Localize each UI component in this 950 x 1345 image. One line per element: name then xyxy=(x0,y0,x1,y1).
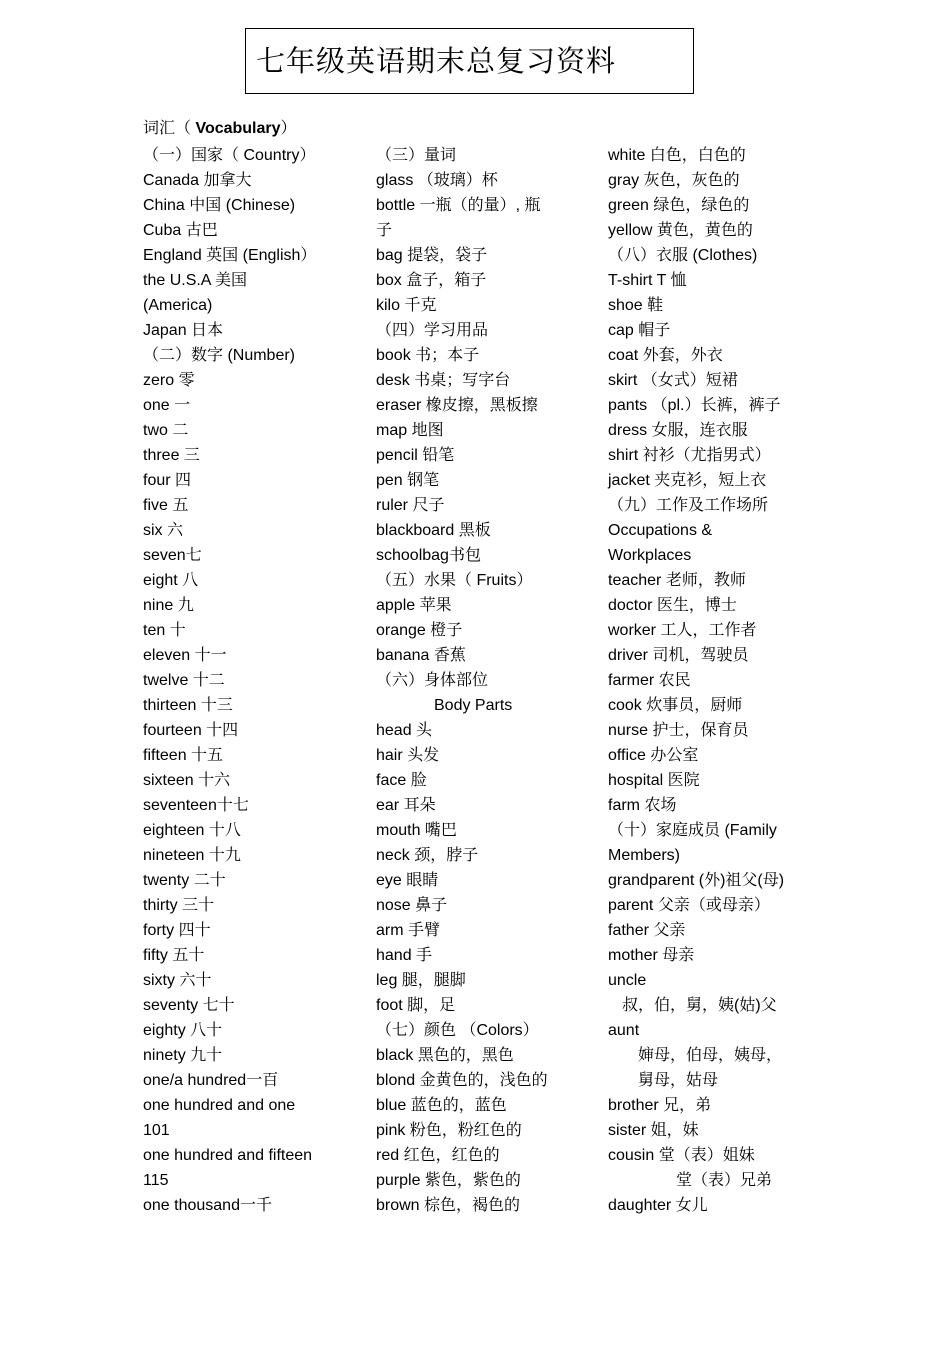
vocab-line: fifteen 十五 xyxy=(143,747,224,764)
vocab-line: (America) xyxy=(143,297,213,314)
vocab-line: coat 外套，外衣 xyxy=(608,347,723,364)
vocab-line: glass （玻璃）杯 xyxy=(376,172,498,189)
vocab-line: thirteen 十三 xyxy=(143,697,233,714)
vocab-line: the U.S.A 美国 xyxy=(143,272,248,289)
vocab-line: China 中国 (Chinese) xyxy=(143,197,296,214)
vocab-line: T-shirt T 恤 xyxy=(608,272,687,289)
vocab-line: fifty 五十 xyxy=(143,947,205,964)
vocab-line: cook 炊事员，厨师 xyxy=(608,697,743,714)
vocab-line: teacher 老师，教师 xyxy=(608,572,746,589)
vocab-line: yellow 黄色，黄色的 xyxy=(608,222,753,239)
vocab-line: 叔，伯，舅，姨(姑)父 xyxy=(622,997,777,1014)
vocab-line: nineteen 十九 xyxy=(143,847,241,864)
vocab-line: cousin 堂（表）姐妹 xyxy=(608,1147,755,1164)
vocab-line: 101 xyxy=(143,1122,170,1139)
vocab-line: one 一 xyxy=(143,397,191,414)
vocab-line: hand 手 xyxy=(376,947,433,964)
vocab-line: pants （pl.）长裤，裤子 xyxy=(608,397,781,414)
vocab-line: blond 金黄色的，浅色的 xyxy=(376,1072,548,1089)
vocab-line: farm 农场 xyxy=(608,797,677,814)
vocab-line: blackboard 黑板 xyxy=(376,522,491,539)
vocab-line: Cuba 古巴 xyxy=(143,222,218,239)
vocab-line: （八）衣服 (Clothes) xyxy=(608,247,758,264)
vocab-line: Japan 日本 xyxy=(143,322,224,339)
vocab-line: ten 十 xyxy=(143,622,186,639)
vocab-line: eighty 八十 xyxy=(143,1022,223,1039)
vocab-line: jacket 夹克衫，短上衣 xyxy=(608,472,767,489)
vocab-line: four 四 xyxy=(143,472,192,489)
vocab-line: green 绿色，绿色的 xyxy=(608,197,750,214)
vocab-line: doctor 医生，博士 xyxy=(608,597,737,614)
vocab-line: eye 眼睛 xyxy=(376,872,439,889)
title-box xyxy=(245,28,694,94)
vocab-line: dress 女服，连衣服 xyxy=(608,422,748,439)
vocab-line: brown 棕色，褐色的 xyxy=(376,1197,521,1214)
page-title: 七年级英语期末总复习资料 xyxy=(256,44,617,78)
vocab-line: England 英国 (English） xyxy=(143,247,317,264)
vocab-line: book 书；本子 xyxy=(376,347,480,364)
vocab-line: Body Parts xyxy=(434,697,513,714)
vocab-line: gray 灰色，灰色的 xyxy=(608,172,740,189)
vocab-line: sixty 六十 xyxy=(143,972,212,989)
vocab-line: （三）量词 xyxy=(376,147,457,164)
vocab-line: three 三 xyxy=(143,447,200,464)
vocab-line: （十）家庭成员 (Family xyxy=(608,822,777,839)
vocab-line: pen 钢笔 xyxy=(376,472,440,489)
vocab-line: seventy 七十 xyxy=(143,997,235,1014)
vocab-line: ear 耳朵 xyxy=(376,797,436,814)
vocab-line: office 办公室 xyxy=(608,747,699,764)
vocab-line: father 父亲 xyxy=(608,922,686,939)
vocab-line: ninety 九十 xyxy=(143,1047,223,1064)
vocab-line: aunt xyxy=(608,1022,640,1039)
vocab-line: nurse 护士，保育员 xyxy=(608,722,749,739)
vocab-line: white 白色，白色的 xyxy=(608,147,746,164)
vocab-line: head 头 xyxy=(376,722,433,739)
vocab-line: mother 母亲 xyxy=(608,947,695,964)
vocab-line: kilo 千克 xyxy=(376,297,437,314)
vocab-line: thirty 三十 xyxy=(143,897,215,914)
vocab-line: （一）国家（ Country） xyxy=(143,147,316,164)
vocab-line: daughter 女儿 xyxy=(608,1197,708,1214)
vocab-line: purple 紫色，紫色的 xyxy=(376,1172,521,1189)
vocab-line: skirt （女式）短裙 xyxy=(608,372,738,389)
vocab-line: grandparent (外)祖父(母) xyxy=(608,872,785,889)
vocab-line: schoolbag书包 xyxy=(376,547,481,564)
vocab-line: parent 父亲（或母亲） xyxy=(608,897,770,914)
vocab-line: bottle 一瓶（的量）, 瓶 xyxy=(376,197,541,214)
vocab-line: 子 xyxy=(376,222,393,239)
vocab-line: eighteen 十八 xyxy=(143,822,241,839)
vocab-line: eleven 十一 xyxy=(143,647,227,664)
heading-prefix: 词汇（ xyxy=(143,120,196,137)
vocab-line: （四）学习用品 xyxy=(376,322,489,339)
vocab-line: forty 四十 xyxy=(143,922,211,939)
vocab-line: 婶母，伯母，姨母， xyxy=(638,1047,783,1064)
vocab-line: bag 提袋，袋子 xyxy=(376,247,488,264)
vocab-line: 堂（表）兄弟 xyxy=(676,1172,773,1189)
vocab-line: box 盒子，箱子 xyxy=(376,272,487,289)
vocab-line: face 脸 xyxy=(376,772,427,789)
vocab-line: （五）水果（ Fruits） xyxy=(376,572,533,589)
vocab-line: seven七 xyxy=(143,547,202,564)
vocab-line: ruler 尺子 xyxy=(376,497,445,514)
vocab-line: 舅母，姑母 xyxy=(638,1072,719,1089)
vocab-line: sister 姐，妹 xyxy=(608,1122,699,1139)
vocab-line: mouth 嘴巴 xyxy=(376,822,457,839)
vocab-line: （九）工作及工作场所 xyxy=(608,497,769,514)
vocab-line: sixteen 十六 xyxy=(143,772,231,789)
vocab-line: red 红色，红色的 xyxy=(376,1147,500,1164)
vocabulary-heading xyxy=(143,119,297,139)
vocab-line: pencil 铅笔 xyxy=(376,447,455,464)
vocab-line: twelve 十二 xyxy=(143,672,225,689)
vocab-line: one/a hundred一百 xyxy=(143,1072,279,1089)
vocab-column-3 xyxy=(608,143,833,1218)
vocab-line: worker 工人，工作者 xyxy=(608,622,757,639)
vocab-line: apple 苹果 xyxy=(376,597,452,614)
vocab-line: twenty 二十 xyxy=(143,872,226,889)
vocab-line: black 黑色的，黑色 xyxy=(376,1047,514,1064)
vocab-line: hospital 医院 xyxy=(608,772,700,789)
vocab-line: Workplaces xyxy=(608,547,692,564)
vocab-line: shoe 鞋 xyxy=(608,297,664,314)
vocab-column-1 xyxy=(143,143,368,1218)
vocab-line: （六）身体部位 xyxy=(376,672,489,689)
vocab-line: shirt 衬衫（尤指男式） xyxy=(608,447,771,464)
vocab-line: uncle xyxy=(608,972,647,989)
heading-suffix: ） xyxy=(280,120,297,137)
vocab-line: foot 脚，足 xyxy=(376,997,456,1014)
vocab-line: seventeen十七 xyxy=(143,797,249,814)
vocab-line: arm 手臂 xyxy=(376,922,441,939)
vocab-line: six 六 xyxy=(143,522,184,539)
vocab-line: farmer 农民 xyxy=(608,672,691,689)
vocab-line: Members) xyxy=(608,847,681,864)
vocab-line: blue 蓝色的，蓝色 xyxy=(376,1097,507,1114)
vocab-column-2 xyxy=(376,143,601,1218)
vocab-line: Occupations & xyxy=(608,522,713,539)
vocab-line: one hundred and fifteen xyxy=(143,1147,313,1164)
vocab-line: five 五 xyxy=(143,497,189,514)
vocab-line: driver 司机，驾驶员 xyxy=(608,647,749,664)
vocab-line: （七）颜色 （Colors） xyxy=(376,1022,539,1039)
vocab-line: hair 头发 xyxy=(376,747,440,764)
vocab-line: one thousand一千 xyxy=(143,1197,272,1214)
vocab-line: eraser 橡皮擦，黑板擦 xyxy=(376,397,538,414)
vocab-line: banana 香蕉 xyxy=(376,647,466,664)
vocab-line: orange 橙子 xyxy=(376,622,463,639)
vocab-line: Canada 加拿大 xyxy=(143,172,252,189)
vocab-line: one hundred and one xyxy=(143,1097,296,1114)
vocab-line: nose 鼻子 xyxy=(376,897,448,914)
vocab-line: desk 书桌；写字台 xyxy=(376,372,511,389)
vocab-line: neck 颈，脖子 xyxy=(376,847,479,864)
vocab-line: nine 九 xyxy=(143,597,194,614)
vocab-line: （二）数字 (Number) xyxy=(143,347,296,364)
vocab-line: pink 粉色，粉红色的 xyxy=(376,1122,522,1139)
vocab-line: fourteen 十四 xyxy=(143,722,239,739)
vocab-line: 115 xyxy=(143,1172,169,1189)
vocab-line: zero 零 xyxy=(143,372,195,389)
vocab-line: eight 八 xyxy=(143,572,199,589)
heading-word: Vocabulary xyxy=(195,120,281,137)
vocab-line: map 地图 xyxy=(376,422,444,439)
vocab-line: leg 腿，腿脚 xyxy=(376,972,466,989)
vocab-line: two 二 xyxy=(143,422,189,439)
vocab-line: cap 帽子 xyxy=(608,322,671,339)
vocab-line: brother 兄，弟 xyxy=(608,1097,712,1114)
